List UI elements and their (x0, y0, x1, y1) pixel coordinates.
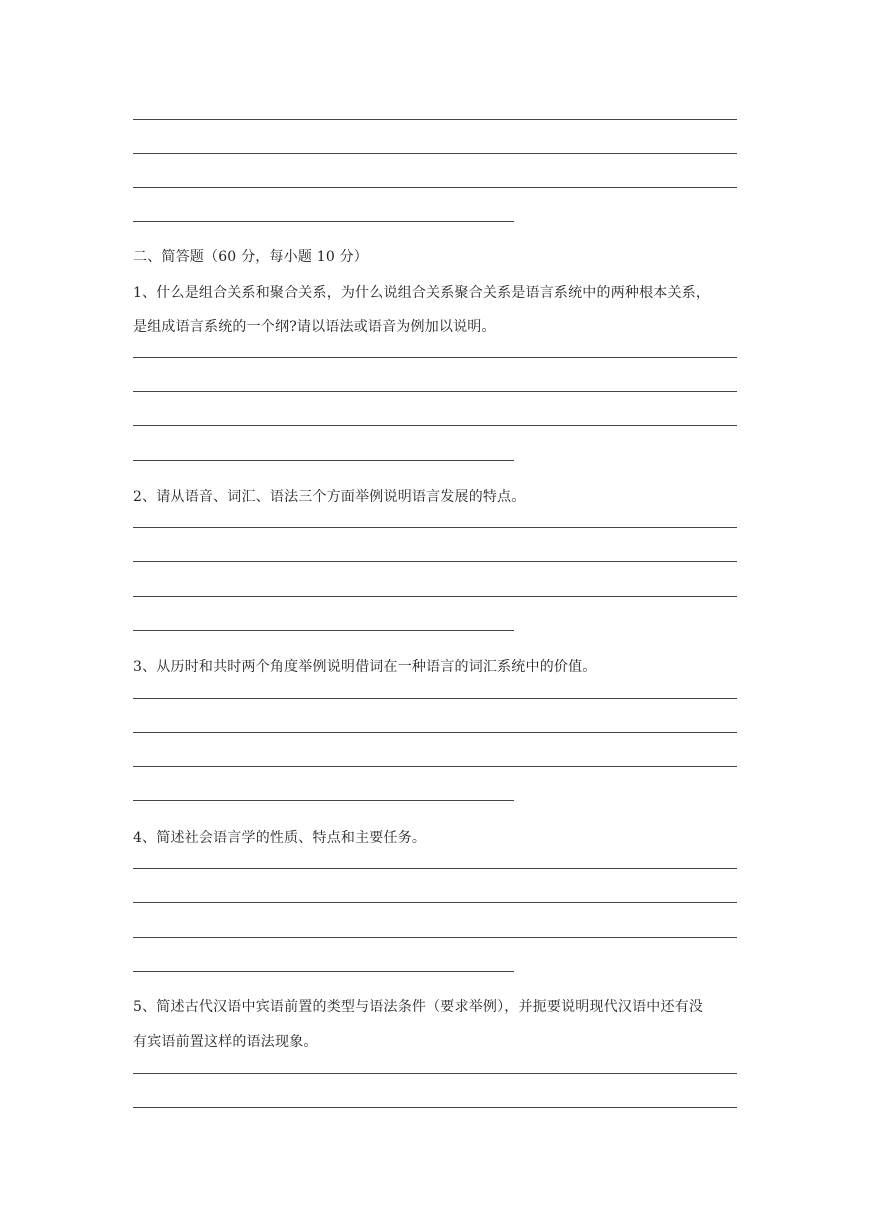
answer-line (133, 596, 737, 597)
answer-line (133, 937, 737, 938)
question-1-line-1: 1、什么是组合关系和聚合关系，为什么说组合关系聚合关系是语言系统中的两种根本关系， (133, 285, 711, 301)
answer-line (133, 971, 514, 972)
answer-line (133, 187, 737, 188)
question-5-line-2: 有宾语前置这样的语法现象。 (133, 1034, 318, 1050)
answer-line (133, 221, 514, 222)
answer-line (133, 561, 737, 562)
answer-line (133, 527, 737, 528)
question-4: 4、简述社会语言学的性质、特点和主要任务。 (133, 830, 427, 846)
answer-line (133, 800, 514, 801)
answer-line (133, 698, 737, 699)
question-1-line-2: 是组成语言系统的一个纲?请以语法或语音为例加以说明。 (133, 319, 496, 335)
answer-line (133, 425, 737, 426)
answer-line (133, 732, 737, 733)
answer-line (133, 902, 737, 903)
question-2: 2、请从语音、词汇、语法三个方面举例说明语言发展的特点。 (133, 489, 526, 505)
question-5-line-1: 5、简述古代汉语中宾语前置的类型与语法条件（要求举例），并扼要说明现代汉语中还有没 (133, 999, 704, 1015)
section-heading: 二、简答题（60 分，每小题 10 分） (133, 249, 368, 265)
question-3: 3、从历时和共时两个角度举例说明借词在一种语言的词汇系统中的价值。 (133, 659, 597, 675)
answer-line (133, 460, 514, 461)
answer-line (133, 153, 737, 154)
answer-line (133, 1073, 737, 1074)
answer-line (133, 391, 737, 392)
answer-line (133, 630, 514, 631)
answer-line (133, 357, 737, 358)
answer-line (133, 1107, 737, 1108)
answer-line (133, 868, 737, 869)
answer-line (133, 766, 737, 767)
answer-line (133, 119, 737, 120)
